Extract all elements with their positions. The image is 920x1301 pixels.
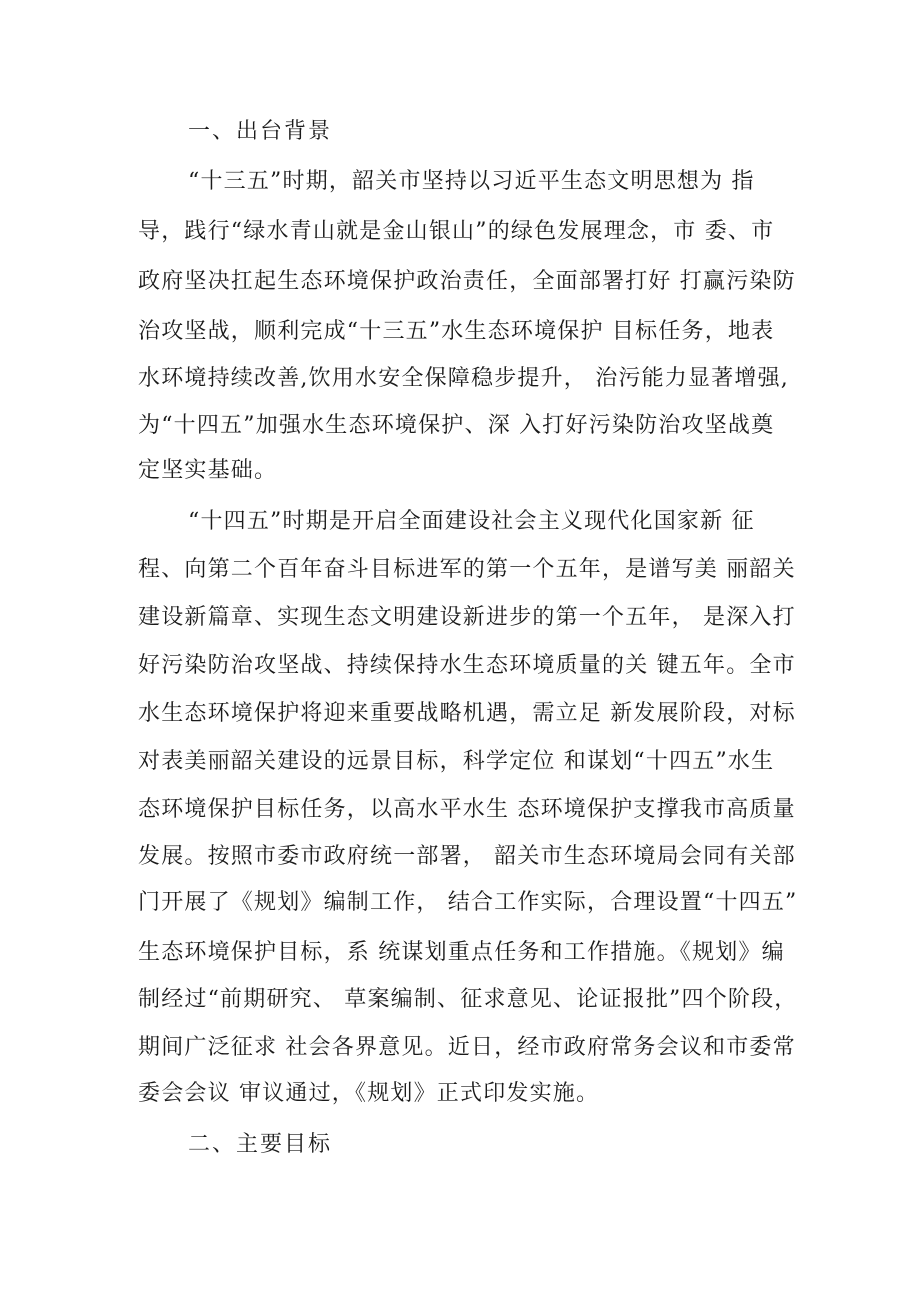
section-heading-main-goals: 二、主要目标 (188, 1132, 333, 1157)
paragraph-line: 为“十四五”加强水生态环境保护、深 入打好污染防治攻坚战奠 (138, 413, 775, 438)
paragraph-line: 水环境持续改善,饮用水安全保障稳步提升， 治污能力显著增强, (138, 366, 789, 391)
paragraph-line: 生态环境保护目标，系 统谋划重点任务和工作措施。《规划》编 (138, 940, 785, 965)
section-heading-background: 一、出台背景 (188, 119, 333, 144)
paragraph-line: 期间广泛征求 社会各界意见。近日，经市政府常务会议和市委常 (138, 1035, 796, 1060)
paragraph-line: “十三五”时期，韶关市坚持以习近平生态文明思想为 指 (188, 169, 755, 194)
paragraph-line: 对表美丽韶关建设的远景目标，科学定位 和谋划“十四五”水生 (138, 749, 775, 774)
paragraph-line: 建设新篇章、实现生态文明建设新进步的第一个五年， 是深入打 (138, 605, 796, 630)
paragraph-line: 政府坚决扛起生态环境保护政治责任，全面部署打好 打赢污染防 (138, 269, 796, 294)
paragraph-line: 态环境保护目标任务，以高水平水生 态环境保护支撑我市高质量 (138, 797, 796, 822)
paragraph-line: 程、向第二个百年奋斗目标进军的第一个五年，是谱写美 丽韶关 (138, 557, 796, 582)
paragraph-line: “十四五”时期是开启全面建设社会主义现代化国家新 征 (188, 509, 755, 534)
paragraph-line: 好污染防治攻坚战、持续保持水生态环境质量的关 键五年。全市 (138, 653, 796, 678)
paragraph-line: 发展。按照市委市政府统一部署， 韶关市生态环境局会同有关部 (138, 844, 796, 869)
paragraph-line: 导，践行“绿水青山就是金山银山”的绿色发展理念，市 委、市 (138, 219, 775, 244)
paragraph-line: 水生态环境保护将迎来重要战略机遇，需立足 新发展阶段，对标 (138, 701, 796, 726)
paragraph-line: 定坚实基础。 (138, 458, 278, 483)
paragraph-line: 制经过“前期研究、 草案编制、征求意见、论证报批”四个阶段， (138, 987, 798, 1012)
paragraph-line: 委会会议 审议通过，《规划》正式印发实施。 (138, 1081, 600, 1106)
paragraph-line: 门开展了《规划》编制工作， 结合工作实际，合理设置“十四五” (138, 890, 798, 915)
paragraph-line: 治攻坚战，顺利完成“十三五”水生态环境保护 目标任务，地表 (138, 319, 775, 344)
